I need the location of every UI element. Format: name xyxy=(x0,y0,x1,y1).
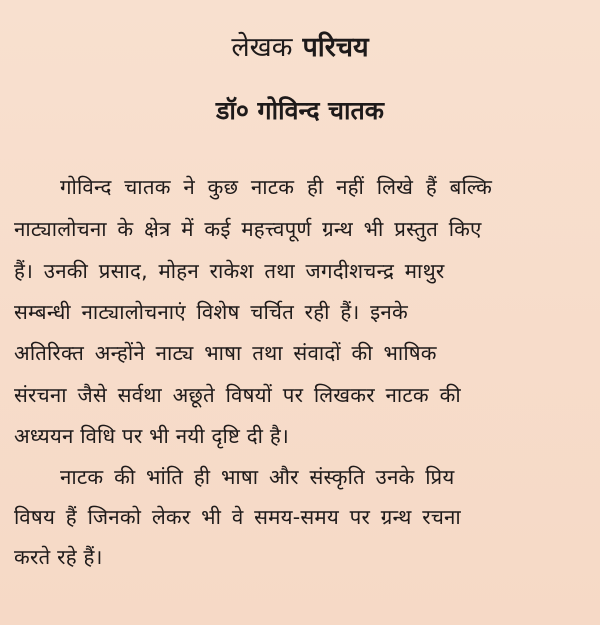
paragraph1-line-2: नाट्यालोचना के क्षेत्र में कई महत्त्वपूर्ण ग्रन्थ भी प्रस्तुत किए xyxy=(14,217,482,241)
paragraph1-line-6: संरचना जैसे सर्वथा अछूते विषयों पर लिखकर नाटक की xyxy=(14,383,461,407)
author-name: डॉ० गोविन्द चातक xyxy=(216,96,384,125)
section-heading xyxy=(0,28,600,68)
paragraph1-line-1: गोविन्द चातक ने कुछ नाटक ही नहीं लिखे हैं बल्कि xyxy=(60,175,493,199)
paragraph1-line-5: अतिरिक्त अन्होंने नाट्य भाषा तथा संवादों की भाषिक xyxy=(14,341,437,365)
paragraph1-line-3: हैं। उनकी प्रसाद, मोहन राकेश तथा जगदीशचन्द्र माथुर xyxy=(14,259,445,283)
paragraph2-line-1: नाटक की भांति ही भाषा और संस्कृति उनके प्रिय xyxy=(60,465,455,489)
paragraph2-line-3: करते रहे हैं। xyxy=(14,545,103,569)
paragraph1-line-4: सम्बन्धी नाट्यालोचनाएं विशेष चर्चित रही हैं। इनके xyxy=(14,300,408,324)
heading-word-lekhak: लेखक xyxy=(231,32,293,63)
paragraph1-line-7: अध्ययन विधि पर भी नयी दृष्टि दी है। xyxy=(14,424,289,448)
heading-word-parichay: परिचय xyxy=(302,32,369,63)
paragraph2-line-2: विषय हैं जिनको लेकर भी वे समय-समय पर ग्रन्थ रचना xyxy=(14,505,461,529)
